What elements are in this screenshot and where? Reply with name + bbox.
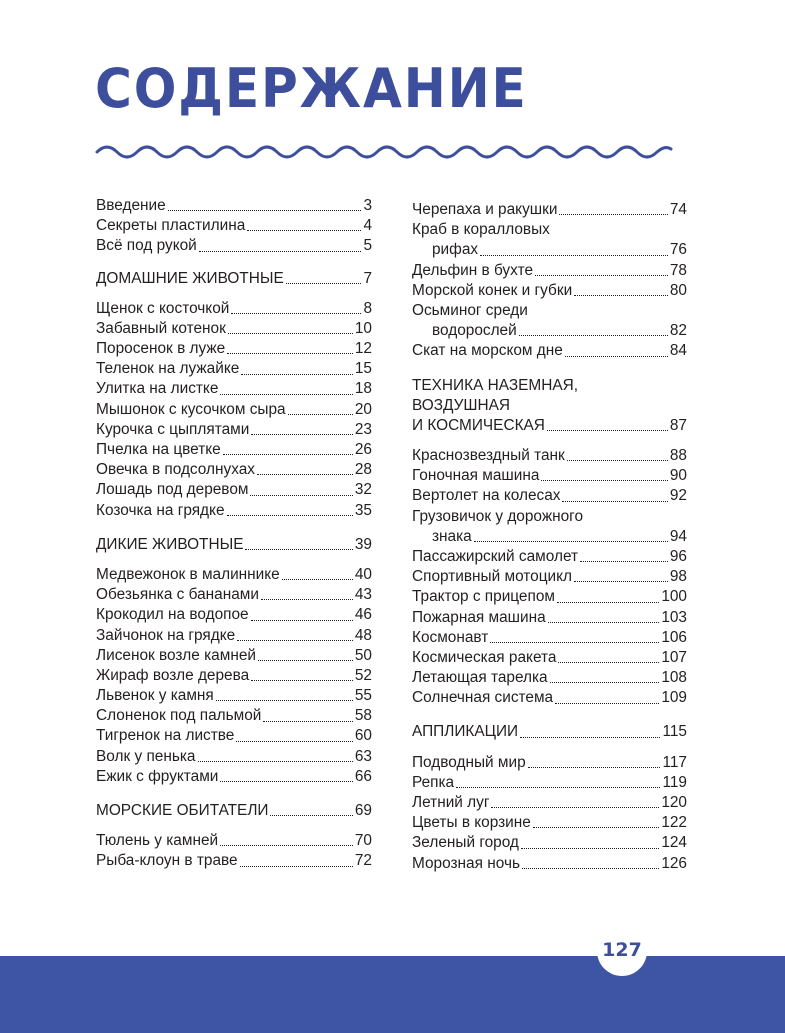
toc-section-domestic[interactable]: ДОМАШНИЕ ЖИВОТНЫЕ 7 [96,269,372,287]
toc-group-intro [96,196,372,257]
toc-section-wild[interactable]: ДИКИЕ ЖИВОТНЫЕ 39 [96,535,372,553]
toc-entry[interactable]: Зеленый город 124 [412,834,687,852]
toc-entry[interactable]: Медвежонок в малиннике 40 [96,565,372,583]
toc-entry[interactable]: Обезьянка с бананами 43 [96,586,372,604]
page-number: 127 [602,939,642,961]
toc-entry[interactable]: Черепаха и ракушки 74 [412,200,687,218]
toc-group-tech [412,446,687,708]
toc-entry[interactable]: Ежик с фруктами 66 [96,767,372,785]
toc-entry[interactable]: Забавный котенок 10 [96,319,372,337]
toc-entry[interactable]: Космическая ракета 107 [412,648,687,666]
toc-entry[interactable]: Пассажирский самолет 96 [412,547,687,565]
toc-entry-line: Грузовичок у дорожного [412,507,584,525]
toc-entry[interactable]: Вертолет на колесах 92 [412,487,687,505]
toc-entry[interactable]: Космонавт 106 [412,628,687,646]
toc-entry[interactable]: Подводный мир 117 [412,753,687,771]
toc-entry[interactable]: Крокодил на водопое 46 [96,606,372,624]
toc-entry[interactable]: Тигренок на листве 60 [96,727,372,745]
toc-group-wild [96,565,372,787]
toc-entry[interactable]: Летний луг 120 [412,794,687,812]
toc-entry[interactable]: Летающая тарелка 108 [412,669,687,687]
toc-entry[interactable]: Пчелка на цветке 26 [96,441,372,459]
toc-entry[interactable]: Репка 119 [412,773,687,791]
toc-entry[interactable]: Козочка на грядке 35 [96,501,372,519]
toc-entry[interactable]: Слоненок под пальмой 58 [96,707,372,725]
toc-entry[interactable]: Овечка в подсолнухах 28 [96,461,372,479]
toc-entry[interactable]: Морской конек и губки 80 [412,281,687,299]
toc-entry[interactable]: Скат на морском дне 84 [412,342,687,360]
toc-entry[interactable]: Улитка на листке 18 [96,380,372,398]
toc-entry[interactable]: водорослей 82 [432,322,687,340]
wave-divider [95,140,673,162]
toc-entry[interactable]: Пожарная машина 103 [412,608,687,626]
toc-entry[interactable]: Трактор с прицепом 100 [412,588,687,606]
toc-entry[interactable]: Мышонок с кусочком сыра 20 [96,400,372,418]
toc-section-sea[interactable]: МОРСКИЕ ОБИТАТЕЛИ 69 [96,802,372,820]
toc-entry-line: Осьминог среди [412,301,528,319]
toc-entry[interactable]: Морозная ночь 126 [412,854,687,872]
toc-entry[interactable]: Жираф возле дерева 52 [96,666,372,684]
toc-entry[interactable]: Цветы в корзине 122 [412,814,687,832]
toc-entry[interactable]: Щенок с косточкой 8 [96,299,372,317]
toc-left-column [96,196,372,872]
toc-entry[interactable]: Секреты пластилина 4 [96,217,372,235]
toc-right-column [412,196,687,874]
toc-entry[interactable]: Курочка с цыплятами 23 [96,420,372,438]
toc-entry-line: Краб в коралловых [412,221,550,239]
toc-entry[interactable]: Волк у пенька 63 [96,747,372,765]
toc-entry[interactable]: Всё под рукой 5 [96,237,372,255]
footer-band [0,956,785,1033]
toc-entry[interactable]: Теленок на лужайке 15 [96,360,372,378]
toc-entry[interactable]: Краснозвездный танк 88 [412,447,687,465]
toc-section-applique[interactable]: АППЛИКАЦИИ 115 [412,723,687,741]
toc-entry[interactable]: Солнечная система 109 [412,689,687,707]
toc-entry[interactable]: Спортивный мотоцикл 98 [412,568,687,586]
toc-entry[interactable]: Рыба-клоун в траве 72 [96,852,372,870]
toc-section-tech[interactable]: ТЕХНИКА НАЗЕМНАЯ, ВОЗДУШНАЯ И КОСМИЧЕСКАЯ 87 [412,376,687,434]
toc-group-applique [412,753,687,874]
toc-entry[interactable]: знака 94 [432,527,687,545]
toc-entry[interactable]: рифах 76 [432,241,687,259]
toc-entry[interactable]: Дельфин в бухте 78 [412,261,687,279]
toc-group-sea [96,831,372,871]
page-title: СОДЕРЖАНИЕ [95,57,528,120]
toc-entry[interactable]: Лисенок возле камней 50 [96,646,372,664]
toc-entry[interactable]: Лошадь под деревом 32 [96,481,372,499]
toc-entry[interactable]: Поросенок в луже 12 [96,340,372,358]
toc-entry[interactable]: Гоночная машина 90 [412,467,687,485]
toc-group-domestic [96,299,372,521]
toc-entry[interactable]: Львенок у камня 55 [96,687,372,705]
toc-entry[interactable]: Тюлень у камней 70 [96,832,372,850]
toc-entry[interactable]: Введение 3 [96,196,372,214]
toc-entry[interactable]: Зайчонок на грядке 48 [96,626,372,644]
